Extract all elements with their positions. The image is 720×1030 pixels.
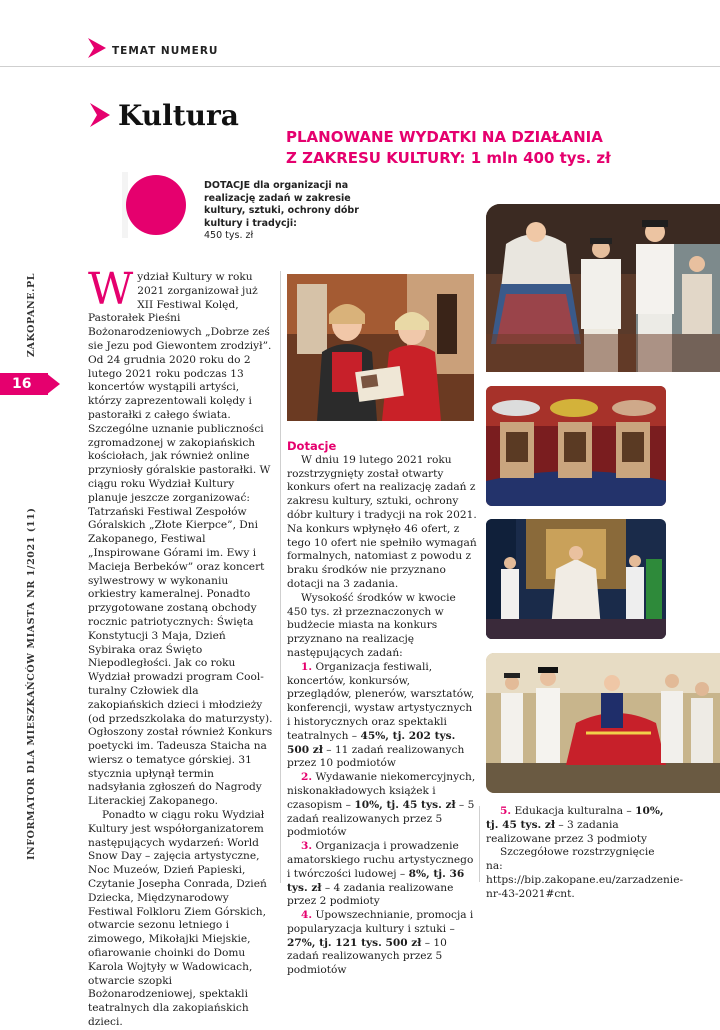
photo-women-reading bbox=[287, 274, 474, 421]
list-item-amount: 45%, tj. 202 tys. 500 zł bbox=[287, 729, 456, 756]
list-item-amount: 27%, tj. 121 tys. 500 zł bbox=[287, 936, 422, 949]
section-label: TEMAT NUMERU bbox=[112, 45, 219, 57]
list-item-rest: – 11 zadań realizowanych przez 10 podmiotów bbox=[287, 743, 465, 770]
list-item-number: 2. bbox=[301, 771, 313, 784]
list-item-text: Organizacja i prowadzenie amatorskiego ruchu artystycznego i twórczości ludowej – bbox=[287, 840, 474, 880]
donut-fill bbox=[126, 175, 186, 235]
column-2 bbox=[287, 440, 477, 978]
list-item-number: 5. bbox=[500, 805, 512, 817]
col1-paragraph-2: Ponadto w ciągu roku Wydział Kultury jest współorganizatorem następujących wydarzeń: World Snow Day – zajęcia artystyczne, Noc Muzeów, Dzień Papieski, Czytanie Josepha Conrada, Dzień Dziecka, Międzynarodowy Festiwal Folkloru Ziem Górskich, otwarcie sezonu letniego i zimowego, Mikołajki Miejskie, ofiarowanie choinki do Domu Karola Wojtyły w Wadowicach, otwarcie szopki Bożonarodzeniowej, spektakli teatralnych dla zakopiańskich dzieci. bbox=[88, 809, 267, 1029]
col1-paragraph-1: ydział Kultury w roku 2021 zorganizował już XII Festiwal Kolęd, Pastorałek Pieśni Bożonarodzeniowych „Dobrze ześ sie Jezu pod Giewontem zrodziył”. Od 24 grudnia 2020 roku do 2 lutego 2021 roku podczas 13 koncertów wystąpili artyści, którzy zaprezentowali kolędy i pastorałki z całego świata. Szczególne uznanie publiczności zgromadzonej w zakopiańskich kościołach, jak również online przyniosły góralskie pastorałki. W ciągu roku Wydział Kultury planuje jeszcze zorganizować: Tatrzański Festiwal Zespołów Góralskich „Złote Kierpce”, Dni Zakopanego, Festiwal „Inspirowane Górami im. Ewy i Macieja Berbeków” oraz koncert sylwestrowy w wykonaniu orkiestry kameralnej. Ponadto przygotowane zostaną obchody rocznic patriotycznych: Święta Konstytucji 3 Maja, Dzień Sybiraka oraz Święto Niepodległości. Jak co roku Wydział prowadzi program Cool-turalny Człowiek dla zakopiańskich dzieci i młodzieży (od przedszkolaka do maturzysty). Ogłoszony został również Konkurs poetycki im. Tadeusza Staicha na wiersz o tematyce górskiej. 31 stycznia upłynął termin nadsyłania zgłoszeń do Nagrody Literackiej Zakopanego. bbox=[88, 271, 273, 808]
list-item-number: 3. bbox=[301, 840, 313, 853]
page-tab-arrow bbox=[46, 373, 60, 395]
list-item-number: 4. bbox=[301, 909, 313, 922]
chevron-right-icon bbox=[86, 38, 106, 58]
list-item-rest: – 10 zadań realizowanych przez 5 podmiotów bbox=[287, 936, 447, 977]
headline-line-2: Z ZAKRESU KULTURY: 1 mln 400 tys. zł bbox=[286, 149, 611, 167]
drop-cap: W bbox=[88, 264, 134, 315]
col2-paragraph-2: Wysokość środków w kwocie 450 tys. zł przeznaczonych w budżecie miasta na konkurs przyznano na realizację następujących zadań: bbox=[287, 591, 456, 659]
donut-caption-value: 450 tys. zł bbox=[204, 230, 254, 241]
issue-info: INFORMATOR DLA MIESZKAŃCÓW MIASTA NR 1/2021 (11) bbox=[26, 507, 37, 860]
donut-chart bbox=[122, 172, 188, 238]
list-item-text: Edukacja kulturalna – bbox=[514, 805, 632, 817]
list-item-2 bbox=[287, 771, 477, 840]
list-item-amount: 10%, tj. 45 tys. zł bbox=[486, 805, 664, 831]
donut-caption-label: DOTACJE dla organizacji na realizację zadań w zakresie kultury, sztuki, ochrony dóbr kultury i tradycji: bbox=[204, 180, 359, 229]
site-name: ZAKOPANE.PL bbox=[26, 272, 37, 357]
photo-church-concert bbox=[486, 519, 666, 639]
donut-caption bbox=[204, 180, 380, 243]
list-item-text: Organizacja festiwali, koncertów, konkursów, przeglądów, plenerów, warsztatów, konferencji, wystaw artystycznych i historycznych oraz spektakli teatralnych – bbox=[287, 660, 475, 742]
headline-line-1: PLANOWANE WYDATKI NA DZIAŁANIA bbox=[286, 128, 603, 146]
list-item-1 bbox=[287, 661, 477, 771]
column-divider bbox=[479, 806, 480, 882]
column-divider bbox=[280, 271, 281, 883]
list-item-amount: 8%, tj. 36 tys. zł bbox=[287, 867, 465, 894]
side-rail bbox=[20, 0, 42, 948]
photo-folk-dancers bbox=[486, 204, 720, 372]
list-item-4 bbox=[287, 909, 477, 978]
headline bbox=[286, 127, 616, 169]
list-item-text: Wydawanie niekomercyjnych, niskonakładowych książek i czasopism – bbox=[287, 771, 476, 811]
list-item-rest: – 5 zadań realizowanych przez 5 podmiotów bbox=[287, 798, 475, 839]
list-item-text: Upowszechnianie, promocja i popularyzacja kultury i sztuki – bbox=[287, 909, 474, 935]
list-item-rest: – 3 zadania realizowane przez 3 podmioty bbox=[486, 818, 647, 845]
header-divider bbox=[0, 66, 720, 67]
chevron-right-icon bbox=[88, 103, 110, 127]
column-3 bbox=[486, 805, 684, 902]
column-1 bbox=[88, 264, 274, 1030]
list-item-number: 1. bbox=[301, 660, 313, 673]
page-number: 16 bbox=[12, 376, 32, 392]
col2-paragraph-1: W dniu 19 lutego 2021 roku rozstrzygnięty został otwarty konkurs ofert na realizację zadań z zakresu kultury, sztuki, ochrony dóbr kultury i tradycji na rok 2021. Na konkurs wpłynęło 46 ofert, z tego 10 ofert nie spełniło wymagań formalnych, natomiast z powodu z braku środków nie przyznano dotacji na 3 zadania. bbox=[287, 453, 477, 590]
list-item-amount: 10%, tj. 45 tys. zł bbox=[354, 798, 456, 811]
list-item-3 bbox=[287, 840, 477, 909]
photo-kierpce-shoes bbox=[486, 386, 666, 506]
photo-highland-dancers bbox=[486, 653, 720, 793]
list-item-rest: – 4 zadania realizowane przez 2 podmioty bbox=[287, 881, 454, 908]
article-title: Kultura bbox=[118, 99, 239, 132]
details-link[interactable]: Szczegółowe rozstrzygnięcie na: https://bip.zakopane.eu/zarzadzenie-nr-43-2021#cnt. bbox=[486, 846, 684, 900]
section-title-dotacje: Dotacje bbox=[287, 439, 337, 453]
list-item-5 bbox=[486, 805, 672, 846]
